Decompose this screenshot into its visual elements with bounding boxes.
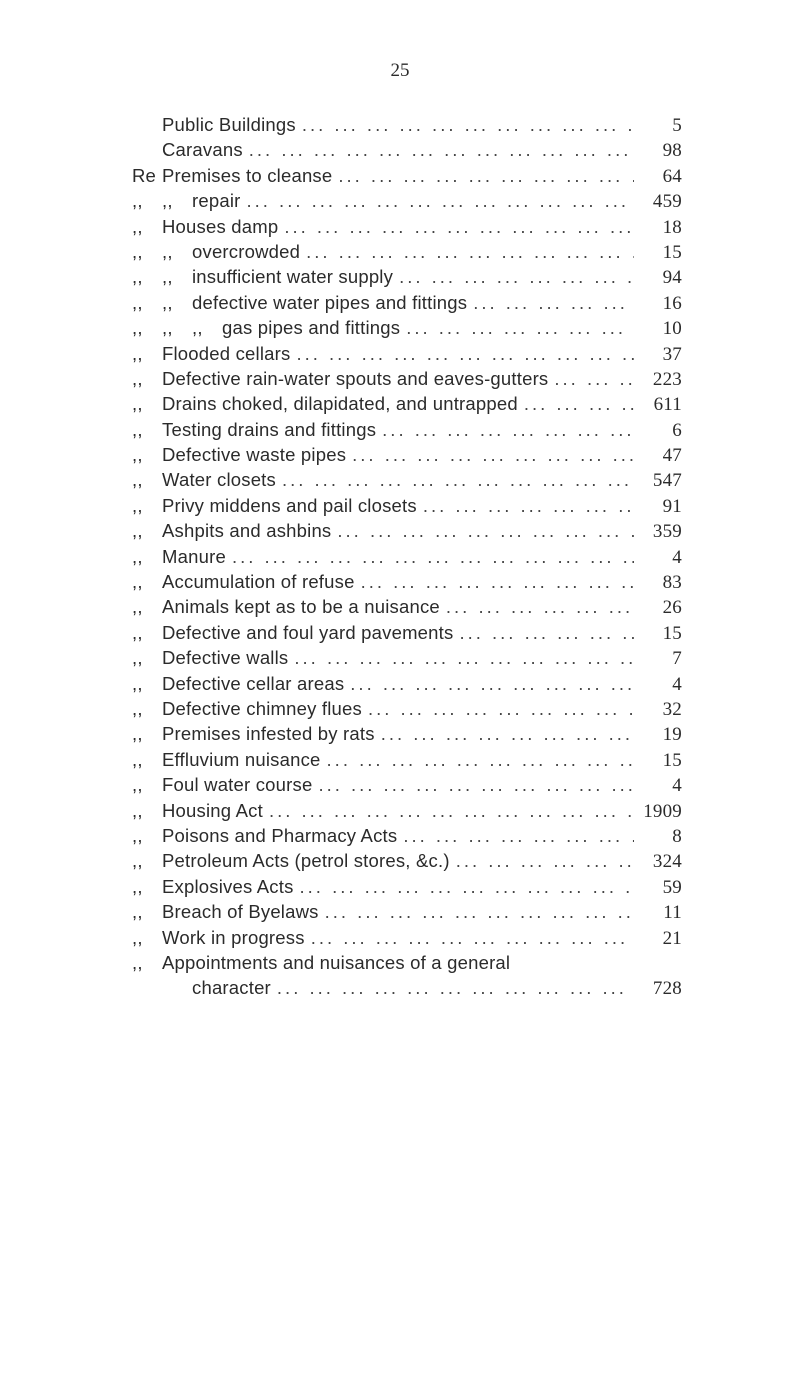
entry-prefix: ,,	[132, 545, 143, 567]
list-item	[132, 874, 682, 899]
entry-label: Defective chimney flues	[162, 697, 362, 719]
entry-count: 15	[662, 241, 682, 263]
entry-prefix: ,,	[132, 723, 143, 745]
leader-dots	[325, 899, 634, 924]
list-item	[132, 569, 682, 594]
entry-prefix: Re	[132, 164, 157, 186]
entry-label: repair	[192, 190, 241, 212]
entry-label: Animals kept as to be a nuisance	[162, 596, 440, 618]
entry-prefix: ,,	[132, 317, 143, 339]
entry-count: 94	[662, 267, 682, 289]
leader-dots	[406, 315, 634, 340]
entry-prefix: ,,	[132, 824, 143, 846]
entry-prefix: ,,	[132, 367, 143, 389]
entry-label: Public Buildings	[162, 114, 296, 135]
entry-label: Water closets	[162, 469, 276, 491]
list-item	[132, 188, 682, 213]
entry-count: 4	[672, 673, 682, 695]
entry-label: Appointments and nuisances of a general	[162, 951, 511, 973]
entry-label: Drains choked, dilapidated, and untrapped	[162, 393, 518, 415]
leader-dots	[296, 341, 634, 366]
ditto-mark: ,,	[162, 317, 173, 339]
leader-dots	[232, 544, 634, 569]
list-item	[132, 798, 682, 823]
entry-prefix: ,,	[132, 697, 143, 719]
entry-count: 32	[662, 698, 682, 720]
list-item	[132, 290, 682, 315]
entry-prefix: ,,	[132, 266, 143, 288]
list-item	[132, 772, 682, 797]
entry-prefix: ,,	[132, 850, 143, 872]
entry-prefix: ,,	[132, 240, 143, 262]
leader-dots	[300, 874, 634, 899]
ditto-mark: ,,	[192, 317, 203, 339]
list-item	[132, 645, 682, 670]
entry-prefix: ,,	[132, 418, 143, 440]
leader-dots	[381, 721, 634, 746]
entry-count: 83	[662, 572, 682, 594]
list-item	[132, 391, 682, 416]
leader-dots	[337, 518, 634, 543]
entry-count: 547	[652, 470, 682, 492]
entry-count: 5	[672, 115, 682, 136]
list-item	[132, 264, 682, 289]
list-item	[132, 671, 682, 696]
entry-label: Defective walls	[162, 647, 289, 669]
entry-prefix: ,,	[132, 190, 143, 212]
entry-count: 728	[652, 978, 682, 1000]
entry-prefix: ,,	[132, 774, 143, 796]
list-item	[132, 848, 682, 873]
list-item	[132, 950, 682, 975]
entry-label: Defective rain-water spouts and eaves-gutters	[162, 367, 549, 389]
entry-prefix: ,,	[132, 596, 143, 618]
leader-dots	[473, 290, 634, 315]
entry-label: insufficient water supply	[192, 266, 394, 288]
list-item	[132, 112, 682, 137]
ditto-mark: ,,	[162, 266, 173, 288]
ditto-mark: ,,	[162, 291, 173, 313]
list-item	[132, 620, 682, 645]
leader-dots	[277, 975, 634, 1000]
list-item	[132, 442, 682, 467]
leader-dots	[403, 823, 634, 848]
list-item	[132, 975, 682, 1000]
nuisance-list	[132, 112, 682, 1001]
entry-count: 324	[652, 851, 682, 873]
entry-count: 7	[672, 648, 682, 670]
entry-label: Testing drains and fittings	[162, 418, 377, 440]
leader-dots	[459, 620, 634, 645]
leader-dots	[247, 188, 635, 213]
entry-label: Defective and foul yard pavements	[162, 621, 454, 643]
leader-dots	[282, 467, 634, 492]
leader-dots	[269, 798, 634, 823]
entry-count: 359	[652, 521, 682, 543]
entry-count: 18	[662, 216, 682, 238]
entry-count: 19	[662, 724, 682, 746]
entry-count: 26	[662, 597, 682, 619]
leader-dots	[249, 137, 634, 162]
entry-count: 91	[662, 495, 682, 517]
ditto-mark: ,,	[162, 190, 173, 212]
entry-prefix: ,,	[132, 291, 143, 313]
entry-count: 4	[672, 546, 682, 568]
entry-label: Caravans	[162, 139, 243, 161]
entry-count: 59	[662, 876, 682, 898]
leader-dots	[446, 594, 634, 619]
entry-count: 16	[662, 292, 682, 314]
leader-dots	[382, 417, 634, 442]
list-item	[132, 696, 682, 721]
entry-prefix: ,,	[132, 951, 143, 973]
list-item	[132, 518, 682, 543]
entry-count: 37	[662, 343, 682, 365]
list-item	[132, 823, 682, 848]
entry-label: Petroleum Acts (petrol stores, &c.)	[162, 850, 450, 872]
list-item	[132, 417, 682, 442]
entry-prefix: ,,	[132, 647, 143, 669]
leader-dots	[302, 112, 634, 137]
entry-count: 1909	[643, 800, 682, 822]
entry-prefix: ,,	[132, 748, 143, 770]
entry-count: 10	[662, 318, 682, 340]
list-item	[132, 214, 682, 239]
entry-prefix: ,,	[132, 393, 143, 415]
entry-prefix: ,,	[132, 672, 143, 694]
entry-count: 21	[662, 927, 682, 949]
list-item	[132, 366, 682, 391]
entry-count: 611	[653, 394, 682, 416]
entry-prefix: ,,	[132, 342, 143, 364]
entry-label: character	[192, 977, 271, 999]
entry-count: 47	[662, 445, 682, 467]
entry-prefix: ,,	[132, 901, 143, 923]
entry-label: Work in progress	[162, 926, 305, 948]
entry-label: Houses damp	[162, 215, 279, 237]
entry-count: 8	[672, 825, 682, 847]
entry-prefix: ,,	[132, 875, 143, 897]
entry-prefix: ,,	[132, 494, 143, 516]
leader-dots	[554, 366, 634, 391]
list-item	[132, 594, 682, 619]
entry-label: Premises infested by rats	[162, 723, 375, 745]
entry-count: 4	[672, 775, 682, 797]
entry-count: 15	[662, 622, 682, 644]
entry-count: 98	[662, 140, 682, 162]
leader-dots	[524, 391, 634, 416]
entry-label: defective water pipes and fittings	[192, 291, 468, 313]
entry-count: 64	[662, 165, 682, 187]
list-item	[132, 747, 682, 772]
entry-label: Poisons and Pharmacy Acts	[162, 824, 398, 846]
entry-count: 6	[672, 419, 682, 441]
entry-label: Defective cellar areas	[162, 672, 345, 694]
leader-dots	[361, 569, 634, 594]
entry-prefix: ,,	[132, 215, 143, 237]
entry-label: gas pipes and fittings	[222, 317, 401, 339]
entry-label: Flooded cellars	[162, 342, 291, 364]
entry-prefix: ,,	[132, 444, 143, 466]
list-item	[132, 137, 682, 162]
leader-dots	[284, 214, 634, 239]
leader-dots	[306, 239, 634, 264]
leader-dots	[350, 671, 634, 696]
list-item	[132, 341, 682, 366]
entry-count: 15	[662, 749, 682, 771]
list-item	[132, 467, 682, 492]
list-item	[132, 239, 682, 264]
list-item	[132, 544, 682, 569]
entry-label: Ashpits and ashbins	[162, 520, 332, 542]
entry-label: overcrowded	[192, 240, 301, 262]
entry-label: Effluvium nuisance	[162, 748, 321, 770]
entry-count: 459	[652, 191, 682, 213]
entry-prefix: ,,	[132, 571, 143, 593]
leader-dots	[423, 493, 634, 518]
leader-dots	[368, 696, 634, 721]
leader-dots	[456, 848, 634, 873]
leader-dots	[352, 442, 634, 467]
entry-prefix: ,,	[132, 621, 143, 643]
leader-dots	[399, 264, 634, 289]
list-item	[132, 315, 682, 340]
leader-dots	[327, 747, 634, 772]
entry-label: Manure	[162, 545, 226, 567]
list-item	[132, 493, 682, 518]
entry-prefix: ,,	[132, 520, 143, 542]
page-number: 25	[390, 60, 410, 81]
entry-label: Defective waste pipes	[162, 444, 347, 466]
leader-dots	[311, 925, 634, 950]
list-item	[132, 163, 682, 188]
entry-prefix: ,,	[132, 469, 143, 491]
ditto-mark: ,,	[162, 240, 173, 262]
entry-label: Foul water course	[162, 774, 313, 796]
list-item	[132, 721, 682, 746]
entry-label: Housing Act	[162, 799, 263, 821]
leader-dots	[318, 772, 634, 797]
entry-prefix: ,,	[132, 799, 143, 821]
entry-label: Breach of Byelaws	[162, 901, 319, 923]
list-item	[132, 925, 682, 950]
leader-dots	[338, 163, 634, 188]
entry-count: 11	[663, 902, 682, 924]
entry-label: Accumulation of refuse	[162, 571, 355, 593]
entry-label: Privy middens and pail closets	[162, 494, 417, 516]
entry-count: 223	[652, 368, 682, 390]
list-item	[132, 899, 682, 924]
leader-dots	[294, 645, 634, 670]
entry-label: Explosives Acts	[162, 875, 294, 897]
entry-prefix: ,,	[132, 926, 143, 948]
entry-label: Premises to cleanse	[162, 164, 333, 186]
